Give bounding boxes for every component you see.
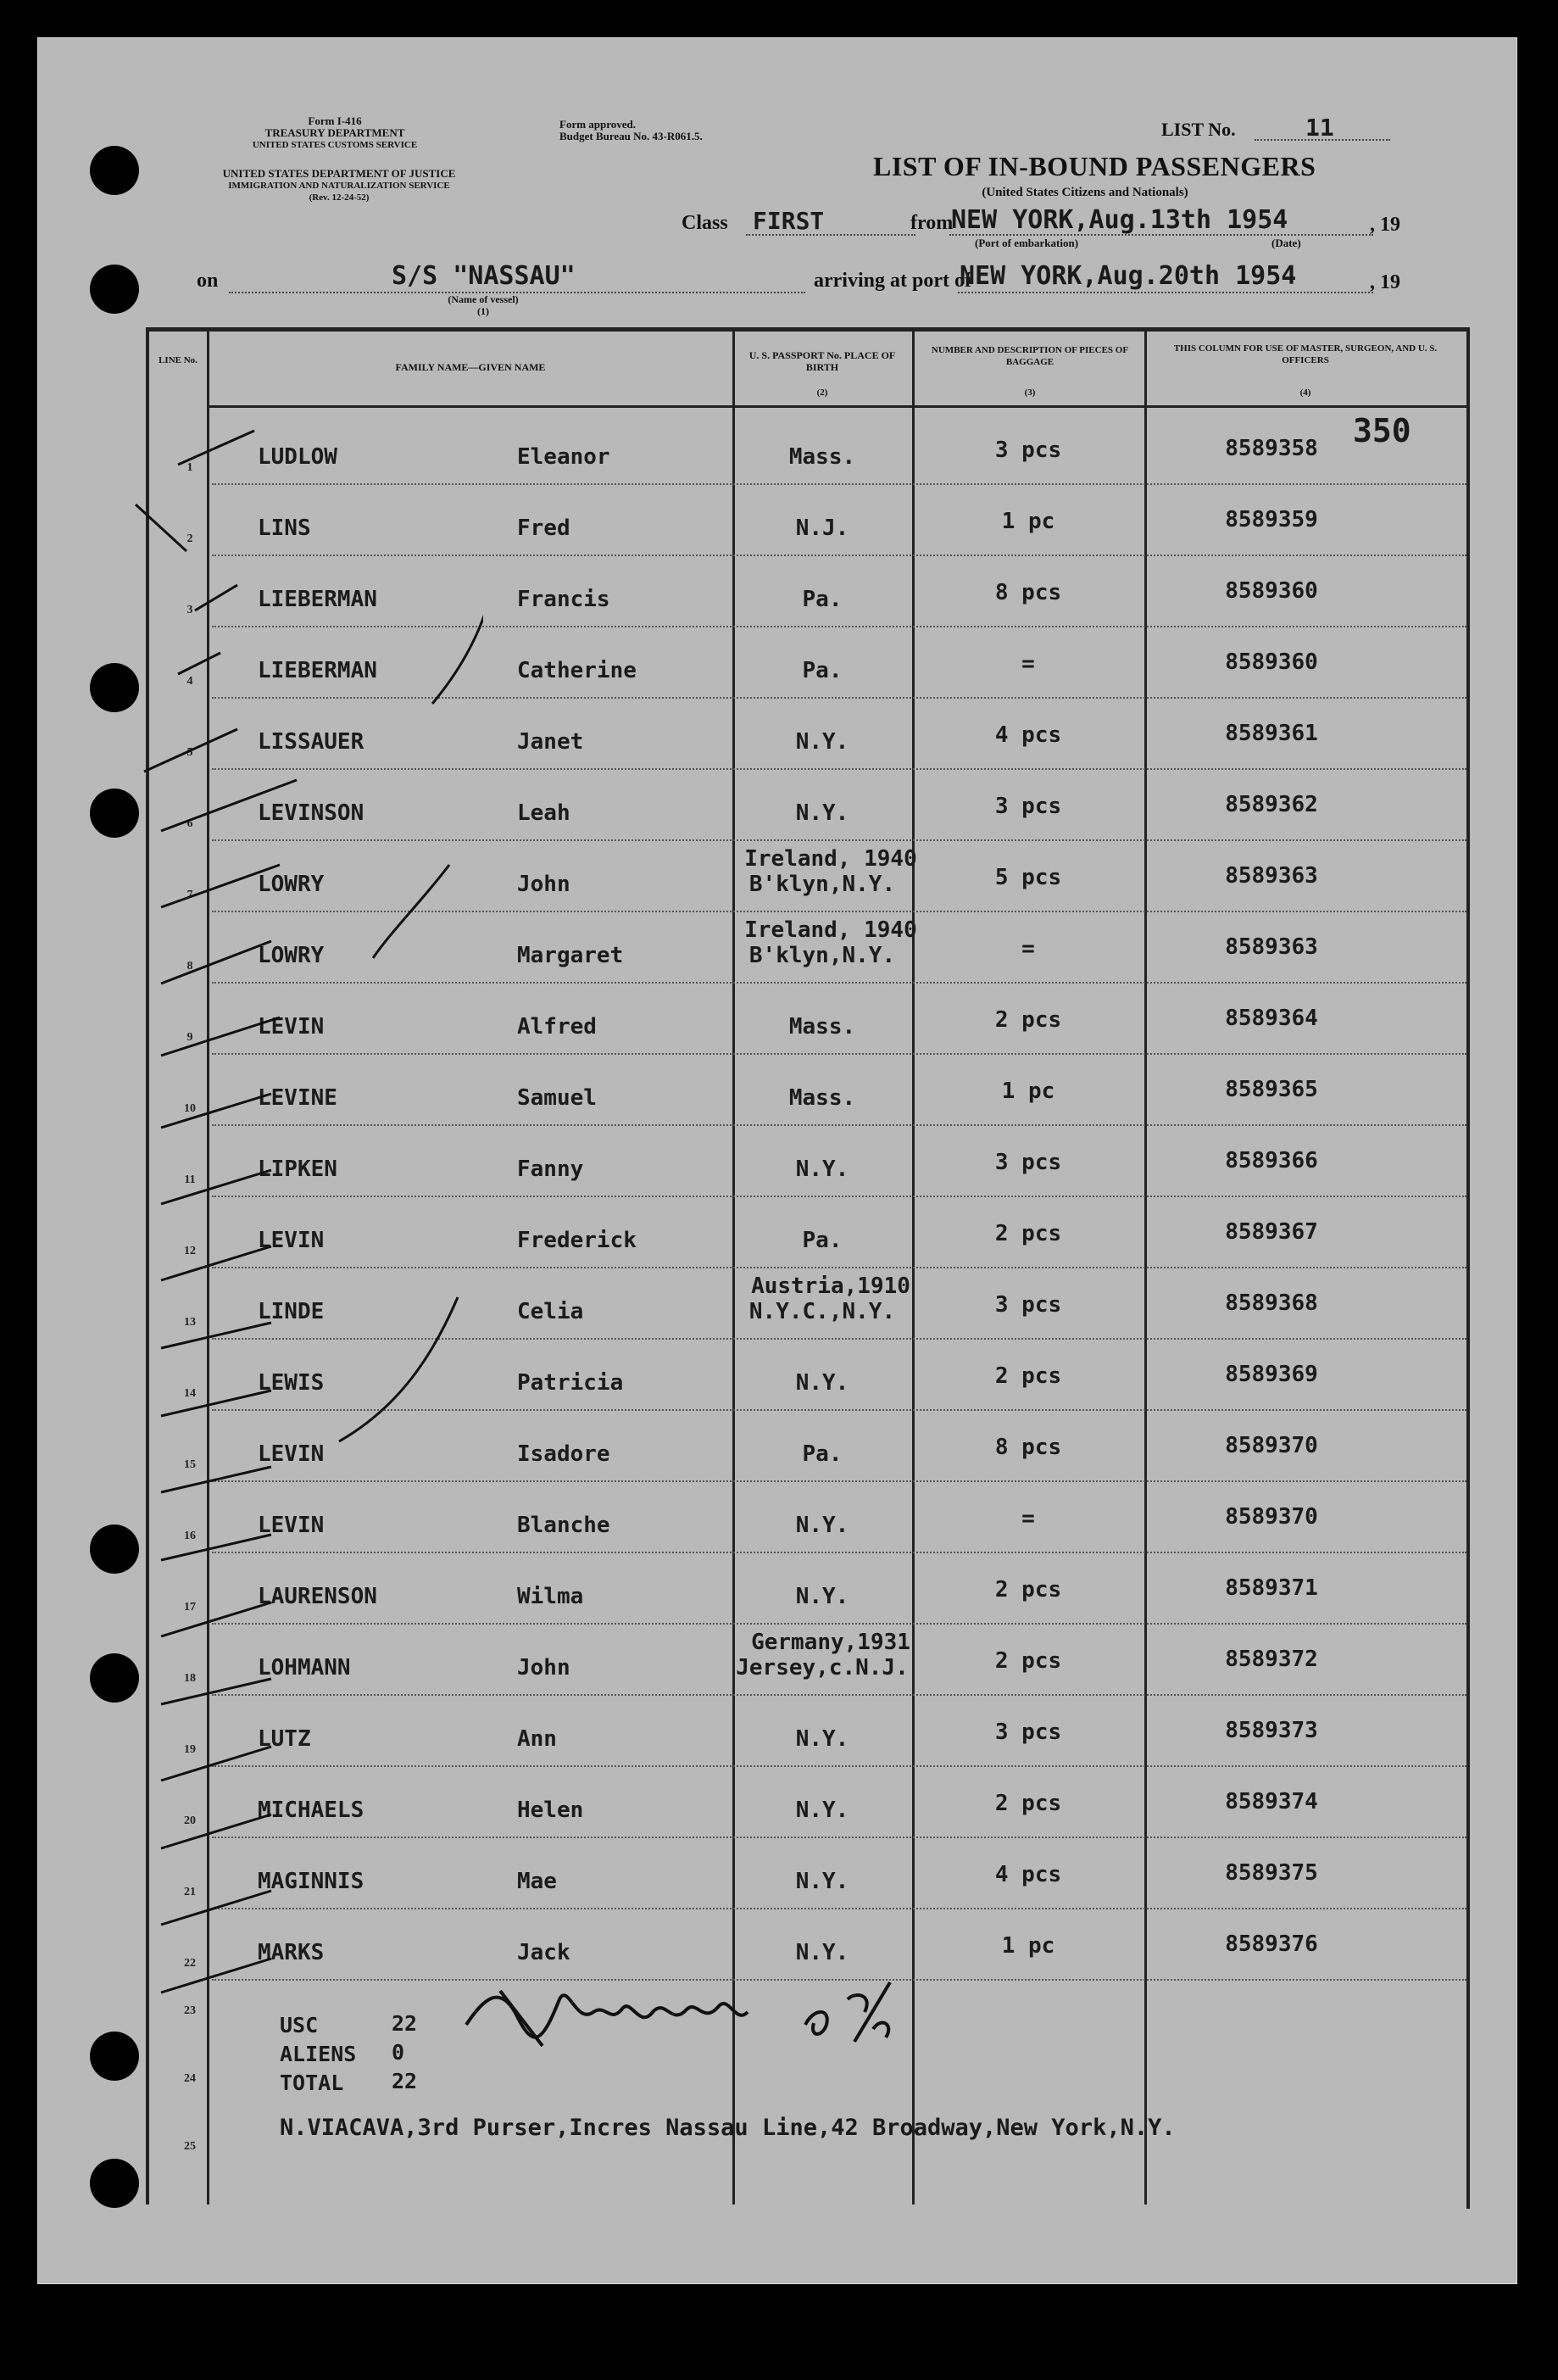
given-name: Jack bbox=[517, 1940, 570, 1965]
baggage: 3 pcs bbox=[994, 438, 1062, 463]
place-of-birth: Ireland, 1940 bbox=[744, 917, 917, 943]
line-number: 5 bbox=[186, 746, 193, 759]
total-value: 22 bbox=[392, 2069, 418, 2093]
family-name: LIPKEN bbox=[258, 1157, 337, 1182]
baggage: 1 pc bbox=[1001, 509, 1055, 534]
given-name: Isadore bbox=[517, 1441, 610, 1467]
given-name: Janet bbox=[517, 729, 584, 755]
line-number: 6 bbox=[186, 817, 193, 830]
place-of-birth: N.Y. bbox=[795, 1869, 849, 1894]
col-header-passport: U. S. PASSPORT No. PLACE OF BIRTH bbox=[748, 349, 896, 373]
baggage: 3 pcs bbox=[994, 1150, 1062, 1175]
place-of-birth: Ireland, 1940 bbox=[744, 846, 917, 872]
class-label: Class bbox=[682, 212, 728, 234]
place-of-birth: Pa. bbox=[802, 587, 843, 612]
given-name: Celia bbox=[517, 1299, 584, 1324]
baggage: 2 pcs bbox=[994, 1363, 1062, 1389]
line-number: 16 bbox=[184, 1530, 196, 1542]
port-caption: (Port of embarkation) bbox=[975, 237, 1079, 249]
family-name: LIEBERMAN bbox=[258, 658, 377, 683]
place-of-birth: Pa. bbox=[802, 1441, 843, 1467]
line-number: 24 bbox=[184, 2072, 196, 2085]
family-name: LEVIN bbox=[258, 1513, 325, 1538]
line-number: 1 bbox=[186, 461, 193, 474]
form-approved: Form approved. bbox=[559, 118, 637, 131]
list-no-underline bbox=[1255, 139, 1390, 141]
header-bottom-rule bbox=[207, 405, 1466, 408]
punch-hole bbox=[90, 2159, 139, 2208]
baggage: 1 pc bbox=[1001, 1079, 1055, 1104]
baggage-col-divider bbox=[1144, 327, 1147, 2204]
ticket-number: 8589360 bbox=[1225, 649, 1318, 675]
given-name: Alfred bbox=[517, 1014, 597, 1040]
given-name: Fanny bbox=[517, 1157, 584, 1182]
immigration-service: IMMIGRATION AND NATURALIZATION SERVICE bbox=[228, 181, 450, 191]
place-of-birth: N.Y. bbox=[795, 1513, 849, 1538]
customs-service: UNITED STATES CUSTOMS SERVICE bbox=[252, 140, 418, 150]
col-header-officers-num: (4) bbox=[1299, 387, 1311, 398]
ticket-number: 8589376 bbox=[1225, 1931, 1318, 1957]
form-subtitle: (United States Citizens and Nationals) bbox=[982, 186, 1188, 199]
given-name: John bbox=[517, 872, 570, 897]
ticket-number: 8589374 bbox=[1225, 1789, 1318, 1814]
ticket-number: 8589369 bbox=[1225, 1362, 1318, 1387]
ticket-number: 8589370 bbox=[1225, 1504, 1318, 1530]
given-name: Mae bbox=[517, 1869, 557, 1894]
given-name: Margaret bbox=[517, 943, 624, 968]
line-number: 3 bbox=[186, 604, 193, 616]
arriving-label: arriving at port of bbox=[814, 270, 971, 292]
vessel-name: S/S "NASSAU" bbox=[392, 261, 576, 291]
given-name: Francis bbox=[517, 587, 610, 612]
ticket-number: 8589367 bbox=[1225, 1219, 1318, 1245]
baggage: 8 pcs bbox=[994, 1435, 1062, 1460]
class-underline bbox=[746, 234, 915, 236]
given-name: Catherine bbox=[517, 658, 637, 683]
family-name: LOWRY bbox=[258, 872, 325, 897]
date-caption: (Date) bbox=[1271, 237, 1301, 249]
ticket-number: 8589370 bbox=[1225, 1433, 1318, 1458]
place-of-birth: Pa. bbox=[802, 1228, 843, 1253]
form-title: LIST OF IN-BOUND PASSENGERS bbox=[873, 151, 1316, 181]
purser-signature-line: N.VIACAVA,3rd Purser,Incres Nassau Line,42 Broadway,New York,N.Y. bbox=[280, 2115, 1176, 2141]
ticket-number: 8589372 bbox=[1225, 1647, 1318, 1672]
place-of-birth-line2: B'klyn,N.Y. bbox=[748, 943, 896, 968]
place-of-birth: N.Y. bbox=[795, 800, 849, 826]
line-number: 9 bbox=[186, 1031, 193, 1044]
line-number: 4 bbox=[186, 675, 193, 688]
place-of-birth: N.Y. bbox=[795, 1157, 849, 1182]
place-of-birth: Pa. bbox=[802, 658, 843, 683]
revision-date: (Rev. 12-24-52) bbox=[309, 192, 370, 203]
place-of-birth-line2: B'klyn,N.Y. bbox=[748, 872, 896, 897]
given-name: Eleanor bbox=[517, 444, 610, 470]
line-number: 22 bbox=[184, 1957, 196, 1970]
ticket-number: 8589359 bbox=[1225, 507, 1318, 532]
baggage: 5 pcs bbox=[994, 865, 1062, 890]
vessel-caption: (Name of vessel) bbox=[448, 293, 519, 305]
year-suffix: , 19 bbox=[1370, 214, 1400, 236]
line-number: 14 bbox=[184, 1387, 196, 1400]
baggage: 2 pcs bbox=[994, 1221, 1062, 1246]
ticket-number: 8589361 bbox=[1225, 721, 1318, 746]
given-name: Blanche bbox=[517, 1513, 610, 1538]
passport-col-divider bbox=[912, 327, 915, 2204]
punch-hole bbox=[90, 146, 139, 195]
family-name: LIEBERMAN bbox=[258, 587, 377, 612]
col-header-line-no: LINE No. bbox=[159, 355, 198, 365]
from-underline bbox=[949, 234, 1373, 236]
line-number: 12 bbox=[184, 1245, 196, 1257]
baggage: 2 pcs bbox=[994, 1791, 1062, 1816]
family-name: LEVINSON bbox=[258, 800, 364, 826]
year-suffix-2: , 19 bbox=[1370, 271, 1400, 293]
place-of-birth: Austria,1910 bbox=[751, 1274, 910, 1299]
given-name: Leah bbox=[517, 800, 570, 826]
place-of-birth: Germany,1931 bbox=[751, 1630, 910, 1655]
place-of-birth: N.Y. bbox=[795, 1940, 849, 1965]
family-name: LUTZ bbox=[258, 1726, 311, 1752]
family-name: LOWRY bbox=[258, 943, 325, 968]
col-header-baggage: NUMBER AND DESCRIPTION OF PIECES OF BAGGAGE bbox=[931, 345, 1129, 367]
line-number: 2 bbox=[186, 532, 193, 545]
family-name: LAURENSON bbox=[258, 1584, 377, 1609]
line-number: 7 bbox=[186, 889, 193, 901]
baggage: 1 pc bbox=[1001, 1933, 1055, 1959]
family-name: MARKS bbox=[258, 1940, 325, 1965]
line-number: 8 bbox=[186, 960, 193, 973]
baggage: = bbox=[1021, 1506, 1035, 1531]
col-header-officers: THIS COLUMN FOR USE OF MASTER, SURGEON, AND U. S. OFFICERS bbox=[1173, 343, 1438, 365]
given-name: Wilma bbox=[517, 1584, 584, 1609]
baggage: 3 pcs bbox=[994, 1292, 1062, 1318]
baggage: 2 pcs bbox=[994, 1648, 1062, 1674]
place-of-birth: Mass. bbox=[788, 1014, 856, 1040]
baggage: = bbox=[1021, 936, 1035, 961]
given-name: Helen bbox=[517, 1798, 584, 1823]
usc-label: USC bbox=[280, 2013, 319, 2037]
ticket-number: 8589373 bbox=[1225, 1718, 1318, 1743]
aliens-value: 0 bbox=[392, 2040, 405, 2065]
total-label: TOTAL bbox=[280, 2071, 344, 2095]
usc-value: 22 bbox=[392, 2011, 418, 2036]
place-of-birth: N.Y. bbox=[795, 1798, 849, 1823]
family-name: LEVIN bbox=[258, 1014, 325, 1040]
aliens-label: ALIENS bbox=[280, 2042, 357, 2066]
baggage: 2 pcs bbox=[994, 1007, 1062, 1033]
place-of-birth: N.Y. bbox=[795, 1370, 849, 1396]
family-name: LEVIN bbox=[258, 1441, 325, 1467]
family-name: LEVINE bbox=[258, 1085, 337, 1111]
budget-bureau: Budget Bureau No. 43-R061.5. bbox=[559, 130, 703, 142]
arriving-underline bbox=[958, 292, 1373, 293]
ticket-number: 8589362 bbox=[1225, 792, 1318, 817]
given-name: Patricia bbox=[517, 1370, 624, 1396]
ticket-number: 8589365 bbox=[1225, 1077, 1318, 1102]
place-of-birth: N.J. bbox=[795, 516, 849, 541]
family-name: MAGINNIS bbox=[258, 1869, 364, 1894]
family-name: LINS bbox=[258, 516, 311, 541]
punch-hole bbox=[90, 2032, 139, 2081]
on-label: on bbox=[197, 270, 219, 292]
family-name: LISSAUER bbox=[258, 729, 364, 755]
ticket-number: 8589358 bbox=[1225, 436, 1318, 461]
place-of-birth-line2: Jersey,c.N.J. bbox=[736, 1655, 909, 1680]
family-name: LUDLOW bbox=[258, 444, 337, 470]
margin-note: 350 bbox=[1353, 412, 1411, 449]
class-value: FIRST bbox=[753, 207, 825, 235]
family-name: LEWIS bbox=[258, 1370, 325, 1396]
place-of-birth: N.Y. bbox=[795, 1726, 849, 1752]
ticket-number: 8589371 bbox=[1225, 1575, 1318, 1601]
line-number: 23 bbox=[184, 2004, 196, 2017]
place-of-birth: N.Y. bbox=[795, 1584, 849, 1609]
vessel-col-number: (1) bbox=[477, 305, 489, 317]
ticket-number: 8589364 bbox=[1225, 1006, 1318, 1031]
ticket-number: 8589363 bbox=[1225, 863, 1318, 889]
baggage: = bbox=[1021, 651, 1035, 677]
place-of-birth-line2: N.Y.C.,N.Y. bbox=[748, 1299, 896, 1324]
check-marks bbox=[127, 424, 483, 2018]
from-value: NEW YORK,Aug.13th 1954 bbox=[951, 205, 1288, 235]
place-of-birth: Mass. bbox=[788, 1085, 856, 1111]
line-number: 17 bbox=[184, 1601, 196, 1614]
place-of-birth: Mass. bbox=[788, 444, 856, 470]
given-name: Samuel bbox=[517, 1085, 597, 1111]
line-number: 19 bbox=[184, 1743, 196, 1756]
family-name: LINDE bbox=[258, 1299, 325, 1324]
list-no-value: 11 bbox=[1305, 114, 1334, 142]
line-number: 15 bbox=[184, 1458, 196, 1471]
line-number: 21 bbox=[184, 1886, 196, 1898]
col-header-baggage-num: (3) bbox=[1024, 387, 1036, 398]
given-name: Frederick bbox=[517, 1228, 637, 1253]
treasury-department: TREASURY DEPARTMENT bbox=[264, 126, 405, 139]
ticket-number: 8589366 bbox=[1225, 1148, 1318, 1173]
ticket-number: 8589363 bbox=[1225, 934, 1318, 960]
family-name: MICHAELS bbox=[258, 1798, 364, 1823]
family-name: LEVIN bbox=[258, 1228, 325, 1253]
col-header-name: FAMILY NAME—GIVEN NAME bbox=[395, 361, 546, 373]
place-of-birth: N.Y. bbox=[795, 729, 849, 755]
justice-department: UNITED STATES DEPARTMENT OF JUSTICE bbox=[222, 167, 456, 180]
line-number: 18 bbox=[184, 1672, 196, 1685]
col-header-passport-num: (2) bbox=[816, 387, 828, 398]
line-number: 13 bbox=[184, 1316, 196, 1329]
baggage: 3 pcs bbox=[994, 1720, 1062, 1745]
from-label: from bbox=[910, 212, 954, 234]
ticket-number: 8589375 bbox=[1225, 1860, 1318, 1886]
line-number: 11 bbox=[184, 1173, 196, 1186]
given-name: John bbox=[517, 1655, 570, 1680]
baggage: 8 pcs bbox=[994, 580, 1062, 605]
line-number: 20 bbox=[184, 1814, 196, 1827]
punch-hole bbox=[90, 265, 139, 314]
ticket-number: 8589360 bbox=[1225, 578, 1318, 604]
arriving-value: NEW YORK,Aug.20th 1954 bbox=[960, 261, 1297, 291]
form-number: Form I-416 bbox=[308, 114, 362, 127]
baggage: 4 pcs bbox=[994, 1862, 1062, 1887]
list-no-label: LIST No. bbox=[1161, 119, 1236, 140]
baggage: 4 pcs bbox=[994, 722, 1062, 748]
baggage: 3 pcs bbox=[994, 794, 1062, 819]
handwritten-signature bbox=[449, 1965, 907, 2059]
family-name: LOHMANN bbox=[258, 1655, 351, 1680]
given-name: Ann bbox=[517, 1726, 557, 1752]
baggage: 2 pcs bbox=[994, 1577, 1062, 1602]
ticket-number: 8589368 bbox=[1225, 1290, 1318, 1316]
line-number: 25 bbox=[184, 2140, 196, 2153]
given-name: Fred bbox=[517, 516, 570, 541]
line-number: 10 bbox=[184, 1102, 196, 1115]
